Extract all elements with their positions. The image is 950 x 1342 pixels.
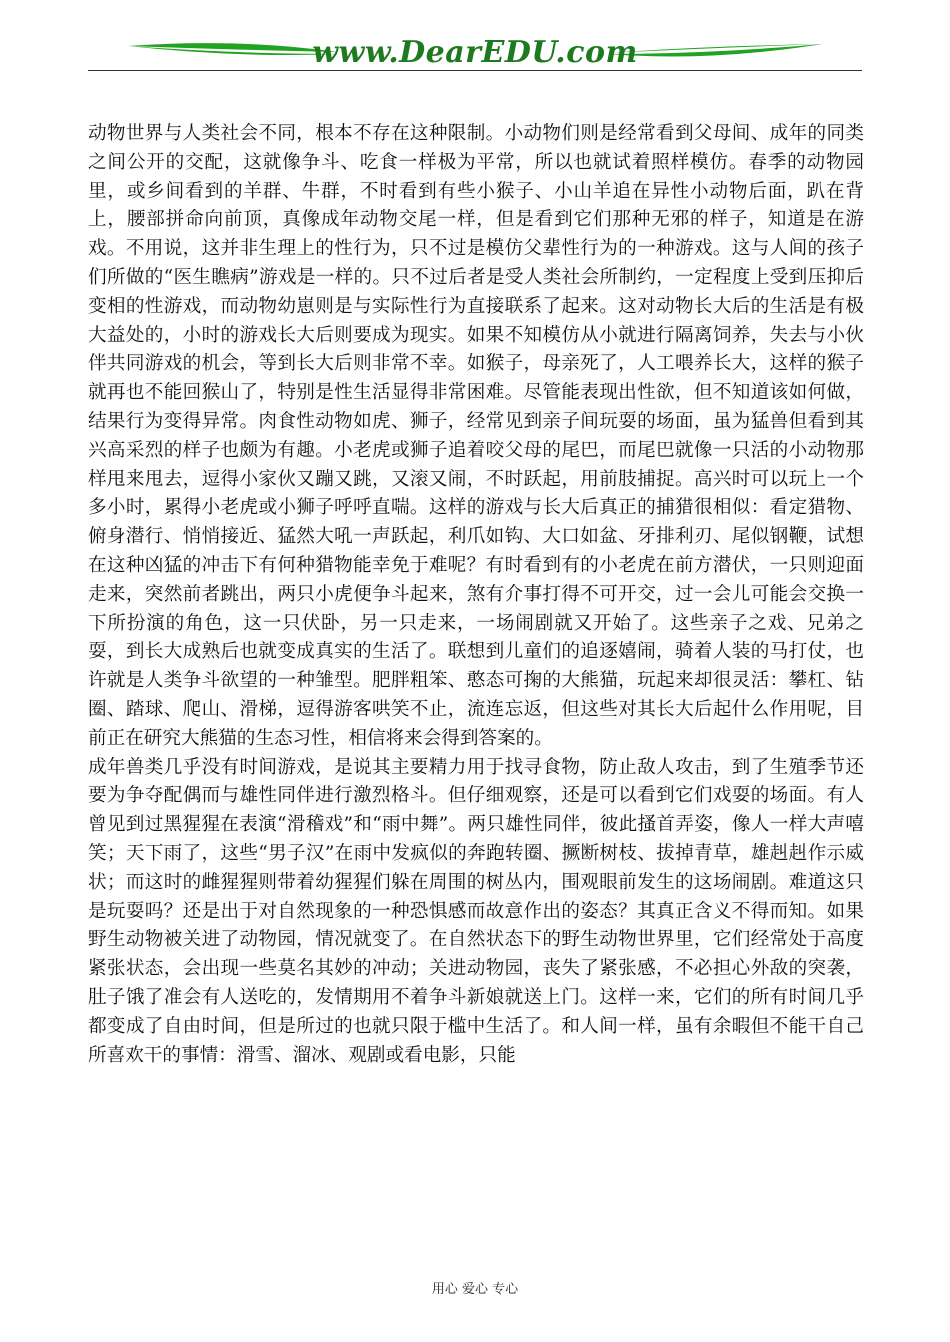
- header-divider: [88, 70, 862, 71]
- article-body: [88, 120, 864, 1070]
- site-header: [88, 28, 862, 72]
- site-logo[interactable]: www.DearEDU.com: [312, 35, 638, 70]
- paragraph-2: 成年兽类几乎没有时间游戏，是说其主要精力用于找寻食物，防止敌人攻击，到了生殖季节还要为争夺配偶而与雄性同伴进行激烈格斗。但仔细观察，还是可以看到它们戏耍的场面。有人曾见到过黑猩猩在表演“滑稽戏”和“雨中舞”。两只雄性同伴，彼此搔首弄姿，像人一样大声嘻笑；天下雨了，这些“男子汉”在雨中发疯似的奔跑转圈、撅断树枝、拔掉青草，雄赳赳作示威状；而这时的雌猩猩则带着幼猩猩们躲在周围的树丛内，围观眼前发生的这场闹剧。难道这只是玩耍吗？还是出于对自然现象的一种恐惧感而故意作出的姿态？其真正含义不得而知。如果野生动物被关进了动物园，情况就变了。在自然状态下的野生动物世界里，它们经常处于高度紧张状态，会出现一些莫名其妙的冲动；关进动物园，丧失了紧张感，不必担心外敌的突袭，肚子饿了准会有人送吃的，发情期用不着争斗新娘就送上门。这样一来，它们的所有时间几乎都变成了自由时间，但是所过的也就只限于槛中生活了。和人间一样，虽有余暇但不能干自己所喜欢干的事情：滑雪、溜冰、观剧或看电影，只能: [88, 756, 864, 1066]
- page-footer: 用心 爱心 专心: [431, 1282, 519, 1297]
- paragraph-1: 动物世界与人类社会不同，根本不存在这种限制。小动物们则是经常看到父母间、成年的同类之间公开的交配，这就像争斗、吃食一样极为平常，所以也就试着照样模仿。春季的动物园里，或乡间看到的羊群、牛群，不时看到有些小猴子、小山羊追在异性小动物后面，趴在背上，腰部拼命向前顶，真像成年动物交尾一样，但是看到它们那种无邪的样子，知道是在游戏。不用说，这并非生理上的性行为，只不过是模仿父辈性行为的一种游戏。这与人间的孩子们所做的“医生瞧病”游戏是一样的。只不过后者是受人类社会所制约，一定程度上受到压抑后变相的性游戏，而动物幼崽则是与实际性行为直接联系了起来。这对动物长大后的生活是有极大益处的，小时的游戏长大后则要成为现实。如果不知模仿从小就进行隔离饲养，失去与小伙伴共同游戏的机会，等到长大后则非常不幸。如猴子，母亲死了，人工喂养长大，这样的猴子就再也不能回猴山了，特别是性生活显得非常困难。尽管能表现出性欲，但不知道该如何做，结果行为变得异常。肉食性动物如虎、狮子，经常见到亲子间玩耍的场面，虽为猛兽但看到其兴高采烈的样子也颇为有趣。小老虎或狮子追着咬父母的尾巴，而尾巴就像一只活的小动物那样甩来甩去，逗得小家伙又蹦又跳，又滚又闹，不时跃起，用前肢捕捉。高兴时可以玩上一个多小时，累得小老虎或小狮子呼呼直喘。这样的游戏与长大后真正的捕猎很相似：看定猎物、俯身潜行、悄悄接近、猛然大吼一声跃起，利爪如钩、大口如盆、牙排利刃、尾似钢鞭，试想在这种凶猛的冲击下有何种猎物能幸免于难呢？有时看到有的小老虎在前方潜伏，一只则迎面走来，突然前者跳出，两只小虎便争斗起来，煞有介事打得不可开交，过一会儿可能会交换一下所扮演的角色，这一只伏卧，另一只走来，一场闹剧就又开始了。这些亲子之戏、兄弟之耍，到长大成熟后也就变成真实的生活了。联想到儿童们的追逐嬉闹，骑着人装的马打仗，也许就是人类争斗欲望的一种雏型。肥胖粗笨、憨态可掬的大熊猫，玩起来却很灵活：攀杠、钻圈、踏球、爬山、滑梯，逗得游客哄笑不止，流连忘返，但这些对其长大后起什么作用呢，目前正在研究大熊猫的生态习性，相信将来会得到答案的。: [88, 123, 864, 749]
